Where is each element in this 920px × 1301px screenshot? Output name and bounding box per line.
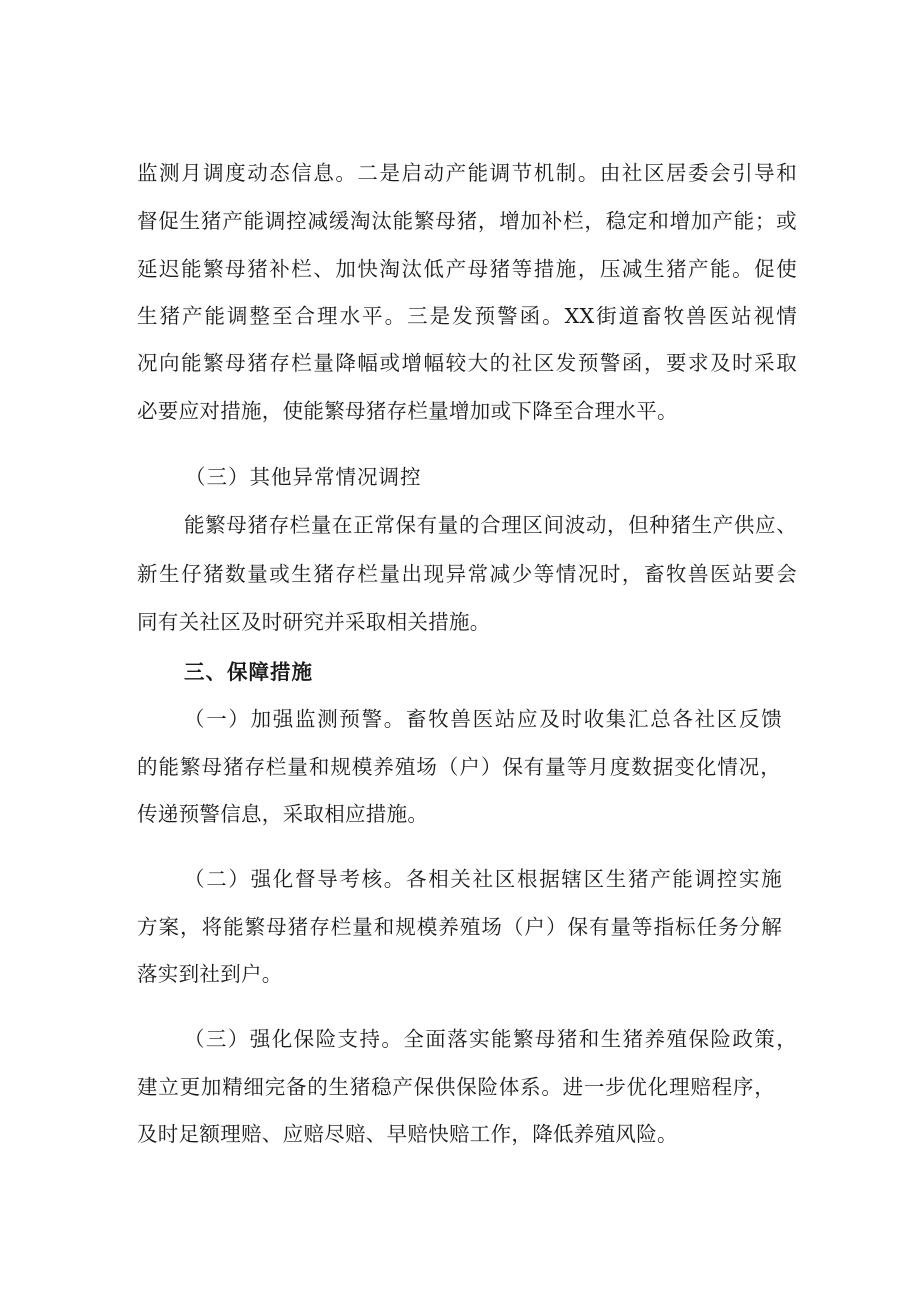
paragraph-line: 况向能繁母猪存栏量降幅或增幅较大的社区发预警函，要求及时采取 xyxy=(137,351,797,375)
paragraph-line: （三）强化保险支持。全面落实能繁母猪和生猪养殖保险政策， xyxy=(184,1027,797,1051)
paragraph-line: （二）强化督导考核。各相关社区根据辖区生猪产能调控实施 xyxy=(184,867,782,891)
paragraph-line: 建立更加精细完备的生猪稳产保供保险体系。进一步优化理赔程序， xyxy=(137,1075,775,1099)
paragraph-line: 能繁母猪存栏量在正常保有量的合理区间波动，但种猪生产供应、 xyxy=(184,513,797,537)
paragraph-line: 生猪产能调整至合理水平。三是发预警函。XX街道畜牧兽医站视情 xyxy=(137,304,797,328)
subheading: （三）其他异常情况调控 xyxy=(185,465,422,489)
paragraph-line: （一）加强监测预警。畜牧兽医站应及时收集汇总各社区反馈 xyxy=(184,707,782,731)
paragraph-line: 同有关社区及时研究并采取相关措施。 xyxy=(137,610,491,634)
paragraph-line: 监测月调度动态信息。二是启动产能调节机制。由社区居委会引导和 xyxy=(137,161,797,185)
paragraph-line: 必要应对措施，使能繁母猪存栏量增加或下降至合理水平。 xyxy=(137,399,678,423)
paragraph-line: 督促生猪产能调控减缓淘汰能繁母猪，增加补栏，稳定和增加产能；或 xyxy=(137,209,797,233)
paragraph-line: 传递预警信息，采取相应措施。 xyxy=(137,802,429,826)
paragraph-line: 新生仔猪数量或生猪存栏量出现异常减少等情况时，畜牧兽医站要会 xyxy=(137,562,797,586)
paragraph-line: 及时足额理赔、应赔尽赔、早赔快赔工作，降低养殖风险。 xyxy=(137,1122,678,1146)
section-heading: 三、保障措施 xyxy=(184,660,313,684)
paragraph-line: 落实到社到户。 xyxy=(137,962,283,986)
paragraph-line: 的能繁母猪存栏量和规模养殖场（户）保有量等月度数据变化情况， xyxy=(137,755,781,779)
paragraph-line: 延迟能繁母猪补栏、加快淘汰低产母猪等措施，压减生猪产能。促使 xyxy=(137,257,797,281)
paragraph-line: 方案，将能繁母猪存栏量和规模养殖场（户）保有量等指标任务分解 xyxy=(137,915,782,939)
